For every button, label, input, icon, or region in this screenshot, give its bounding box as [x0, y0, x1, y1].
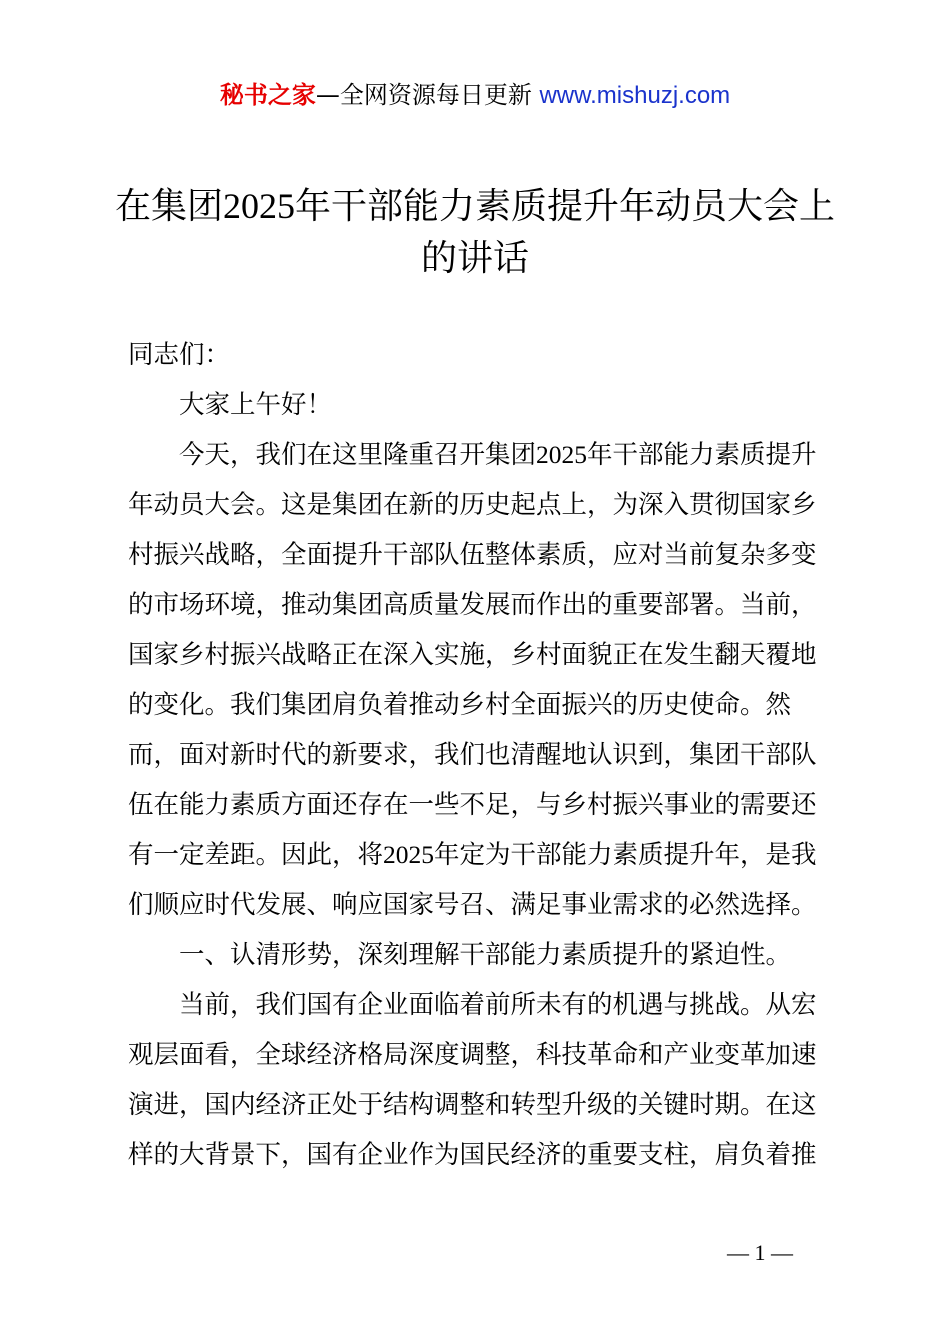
paragraph-1-part-a: 今天，我们在这里隆重召开集团 [179, 440, 537, 470]
section-1-heading: 一、认清形势，深刻理解干部能力素质提升的紧迫性。 [179, 940, 792, 970]
paragraph-1 [128, 430, 838, 930]
title-part-2: 年干部能力素质提升年动员大会上的讲话 [295, 186, 836, 279]
header-tagline: —全网资源每日更新 [315, 81, 540, 109]
title-part-1: 在集团 [114, 186, 223, 227]
paragraph-1-year: 2025 [536, 440, 588, 469]
document-title [100, 180, 850, 285]
page-number: — 1 — [727, 1240, 793, 1265]
greeting: 大家上午好！ [179, 390, 333, 420]
site-url[interactable]: www.mishuzj.com [539, 82, 731, 109]
paragraph-2: 当前，我们国有企业面临着前所未有的机遇与挑战。从宏观层面看，全球经济格局深度调整，科技革命和产业变革加速演进，国内经济正处于结构调整和转型升级的关键时期。在这样的大背景下，国有企业作为国民经济的重要支柱，肩负着推 [128, 990, 817, 1170]
paragraph-1-part-c: 年定为干部能力素质提升年，是我们顺应时代发展、响应国家号召、满足事业需求的必然选择。 [128, 840, 817, 920]
title-year: 2025 [223, 186, 295, 226]
paragraph-1-part-b: 年干部能力素质提升年动员大会。这是集团在新的历史起点上，为深入贯彻国家乡村振兴战略，全面提升干部队伍整体素质，应对当前复杂多变的市场环境，推动集团高质量发展而作出的重要部署。当前，国家乡村振兴战略正在深入实施，乡村面貌正在发生翻天覆地的变化。我们集团肩负着推动乡村全面振兴的历史使命。然而，面对新时代的新要求，我们也清醒地认识到，集团干部队伍在能力素质方面还存在一些不足，与乡村振兴事业的需要还有一定差距。因此，将 [128, 440, 817, 870]
site-header-banner [0, 78, 950, 113]
document-body [128, 330, 838, 1180]
paragraph-1-year-2: 2025 [383, 840, 435, 869]
brand-name: 秘书之家 [219, 81, 316, 109]
salutation: 同志们： [128, 340, 231, 370]
